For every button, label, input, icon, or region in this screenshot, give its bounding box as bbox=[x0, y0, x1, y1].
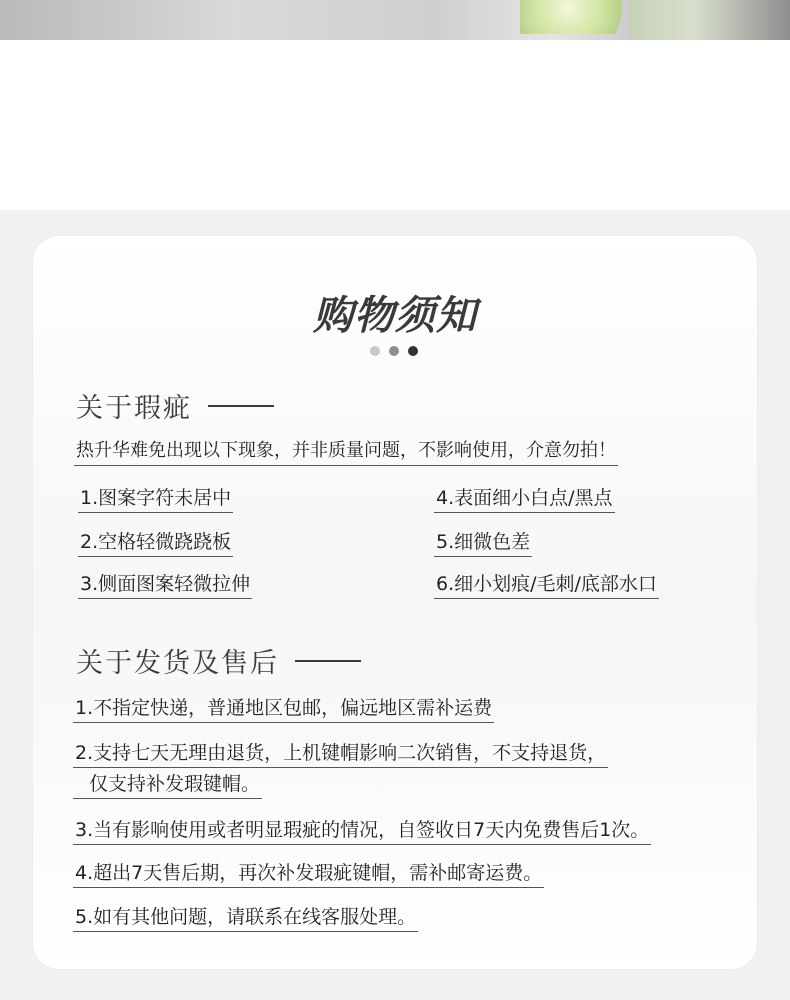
defects-heading bbox=[76, 386, 274, 425]
shipping-item: 4.超出7天售后期，再次补发瑕疵键帽，需补邮寄运费。 bbox=[73, 861, 544, 888]
defect-item: 6.细小划痕/毛刺/底部水口 bbox=[434, 572, 659, 599]
shipping-item: 3.当有影响使用或者明显瑕疵的情况，自签收日7天内免费售后1次。 bbox=[73, 818, 651, 845]
white-spacer bbox=[0, 40, 790, 210]
dot-indicator-active bbox=[408, 346, 418, 356]
shipping-item: 5.如有其他问题，请联系在线客服处理。 bbox=[73, 905, 418, 932]
defects-heading-text: 关于瑕疵 bbox=[76, 393, 192, 424]
defects-intro: 热升华难免出现以下现象，并非质量问题，不影响使用，介意勿拍！ bbox=[74, 439, 618, 466]
defect-item: 2.空格轻微跷跷板 bbox=[78, 530, 233, 557]
shipping-item: 2.支持七天无理由退货，上机键帽影响二次销售，不支持退货， bbox=[73, 741, 608, 768]
heading-dash bbox=[208, 405, 274, 407]
defect-item: 1.图案字符未居中 bbox=[78, 486, 233, 513]
defect-item: 4.表面细小白点/黑点 bbox=[434, 486, 615, 513]
photo-detail bbox=[520, 0, 640, 34]
shipping-heading-text: 关于发货及售后 bbox=[76, 648, 279, 679]
dot-indicator bbox=[389, 346, 399, 356]
carousel-dots bbox=[370, 346, 430, 356]
shipping-item-continued: 仅支持补发瑕键帽。 bbox=[73, 772, 262, 799]
defect-item: 3.侧面图案轻微拉伸 bbox=[78, 572, 252, 599]
product-photo-strip bbox=[0, 0, 790, 40]
heading-dash bbox=[295, 660, 361, 662]
page-title: 购物须知 bbox=[313, 293, 477, 339]
shipping-item: 1.不指定快递，普通地区包邮，偏远地区需补运费 bbox=[73, 696, 494, 723]
photo-detail bbox=[630, 0, 790, 40]
defect-item: 5.细微色差 bbox=[434, 530, 532, 557]
shipping-heading bbox=[76, 641, 361, 680]
dot-indicator bbox=[370, 346, 380, 356]
